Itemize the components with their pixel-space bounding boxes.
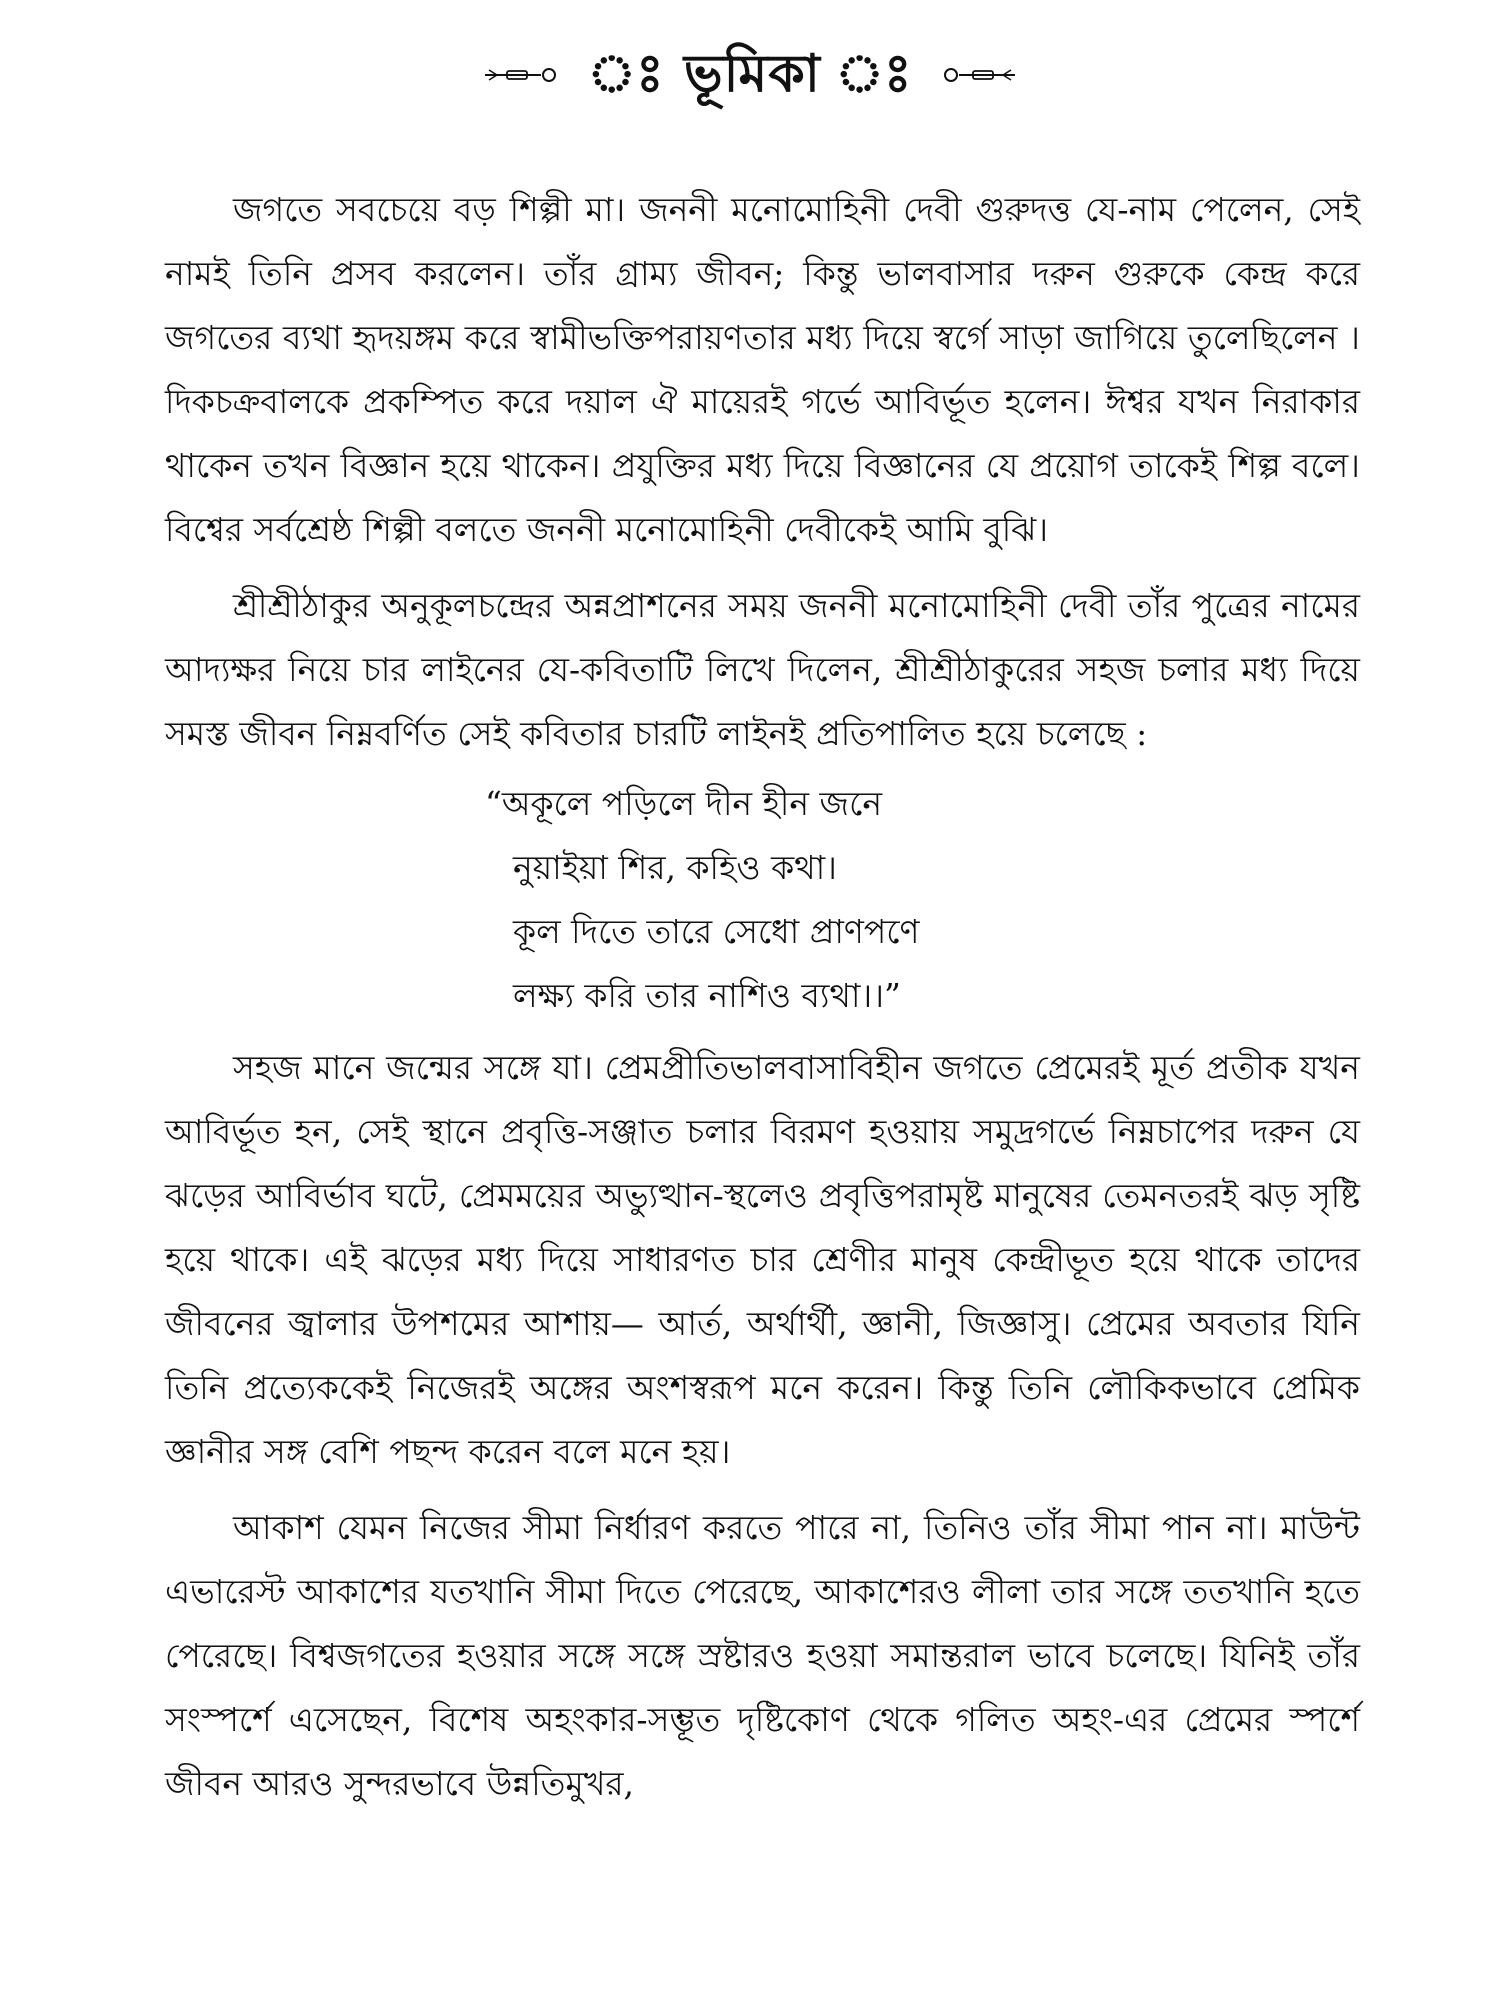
page-title: ঃ ভূমিকা ঃ [587, 44, 913, 104]
poem [485, 772, 1360, 1028]
flourish-left-icon [483, 62, 561, 88]
body-text [165, 178, 1360, 1828]
poem-line-2: নুয়াইয়া শির, কহিও কথা। [513, 848, 837, 887]
poem-line-1: “অকূলে পড়িলে দীন হীন জনে [485, 784, 883, 823]
poem-line-4: লক্ষ্য করি তার নাশিও ব্যথা।।” [513, 976, 901, 1015]
paragraph-4: আকাশ যেমন নিজের সীমা নির্ধারণ করতে পারে না, তিনিও তাঁর সীমা পান না। মাউন্ট এভারেস্ট আকাশের যতখানি সীমা দিতে পেরেছে, আকাশেরও লীলা তার সঙ্গে ততখানি হতে পেরেছে। বিশ্বজগতের হওয়ার সঙ্গে সঙ্গে স্রষ্টারও হওয়া সমান্তরাল ভাবে চলেছে। যিনিই তাঁর সংস্পর্শে এসেছেন, বিশেষ অহংকার-সম্ভূত দৃষ্টিকোণ থেকে গলিত অহং-এর প্রেমের স্পর্শে জীবন আরও সুন্দরভাবে উন্নতিমুখর, [165, 1508, 1360, 1803]
poem-line-3: কূল দিতে তারে সেধো প্রাণপণে [513, 912, 920, 951]
paragraph-2: শ্রীশ্রীঠাকুর অনুকূলচন্দ্রের অন্নপ্রাশনের সময় জননী মনোমোহিনী দেবী তাঁর পুত্রের নামের আদ্যক্ষর নিয়ে চার লাইনের যে-কবিতাটি লিখে দিলেন, শ্রীশ্রীঠাকুরের সহজ চলার মধ্য দিয়ে সমস্ত জীবন নিম্নবর্ণিত সেই কবিতার চারটি লাইনই প্রতিপালিত হয়ে চলেছে : [165, 586, 1360, 753]
paragraph-3: সহজ মানে জন্মের সঙ্গে যা। প্রেমপ্রীতিভালবাসাবিহীন জগতে প্রেমেরই মূর্ত প্রতীক যখন আবির্ভূত হন, সেই স্থানে প্রবৃত্তি-সঞ্জাত চলার বিরমণ হওয়ায় সমুদ্রগর্ভে নিম্নচাপের দরুন যে ঝড়ের আবির্ভাব ঘটে, প্রেমময়ের অভ্যুত্থান-স্থলেও প্রবৃত্তিপরামৃষ্ট মানুষের তেমনতরই ঝড় সৃষ্টি হয়ে থাকে। এই ঝড়ের মধ্য দিয়ে সাধারণত চার শ্রেণীর মানুষ কেন্দ্রীভূত হয়ে থাকে তাদের জীবনের জ্বালার উপশমের আশায়— আর্ত, অর্থার্থী, জ্ঞানী, জিজ্ঞাসু। প্রেমের অবতার যিনি তিনি প্রত্যেককেই নিজেরই অঙ্গের অংশস্বরূপ মনে করেন। কিন্তু তিনি লৌকিকভাবে প্রেমিক জ্ঞানীর সঙ্গ বেশি পছন্দ করেন বলে মনে হয়। [165, 1048, 1360, 1471]
heading [0, 46, 1500, 103]
paragraph-1: জগতে সবচেয়ে বড় শিল্পী মা। জননী মনোমোহিনী দেবী গুরুদত্ত যে-নাম পেলেন, সেই নামই তিনি প্রসব করলেন। তাঁর গ্রাম্য জীবন; কিন্তু ভালবাসার দরুন গুরুকে কেন্দ্র করে জগতের ব্যথা হৃদয়ঙ্গম করে স্বামীভক্তিপরায়ণতার মধ্য দিয়ে স্বর্গে সাড়া জাগিয়ে তুলেছিলেন । দিকচক্রবালকে প্রকম্পিত করে দয়াল ঐ মায়েরই গর্ভে আবির্ভূত হলেন। ঈশ্বর যখন নিরাকার থাকেন তখন বিজ্ঞান হয়ে থাকেন। প্রযুক্তির মধ্য দিয়ে বিজ্ঞানের যে প্রয়োগ তাকেই শিল্প বলে। বিশ্বের সর্বশ্রেষ্ঠ শিল্পী বলতে জননী মনোমোহিনী দেবীকেই আমি বুঝি। [165, 190, 1360, 549]
flourish-right-icon [939, 62, 1017, 88]
